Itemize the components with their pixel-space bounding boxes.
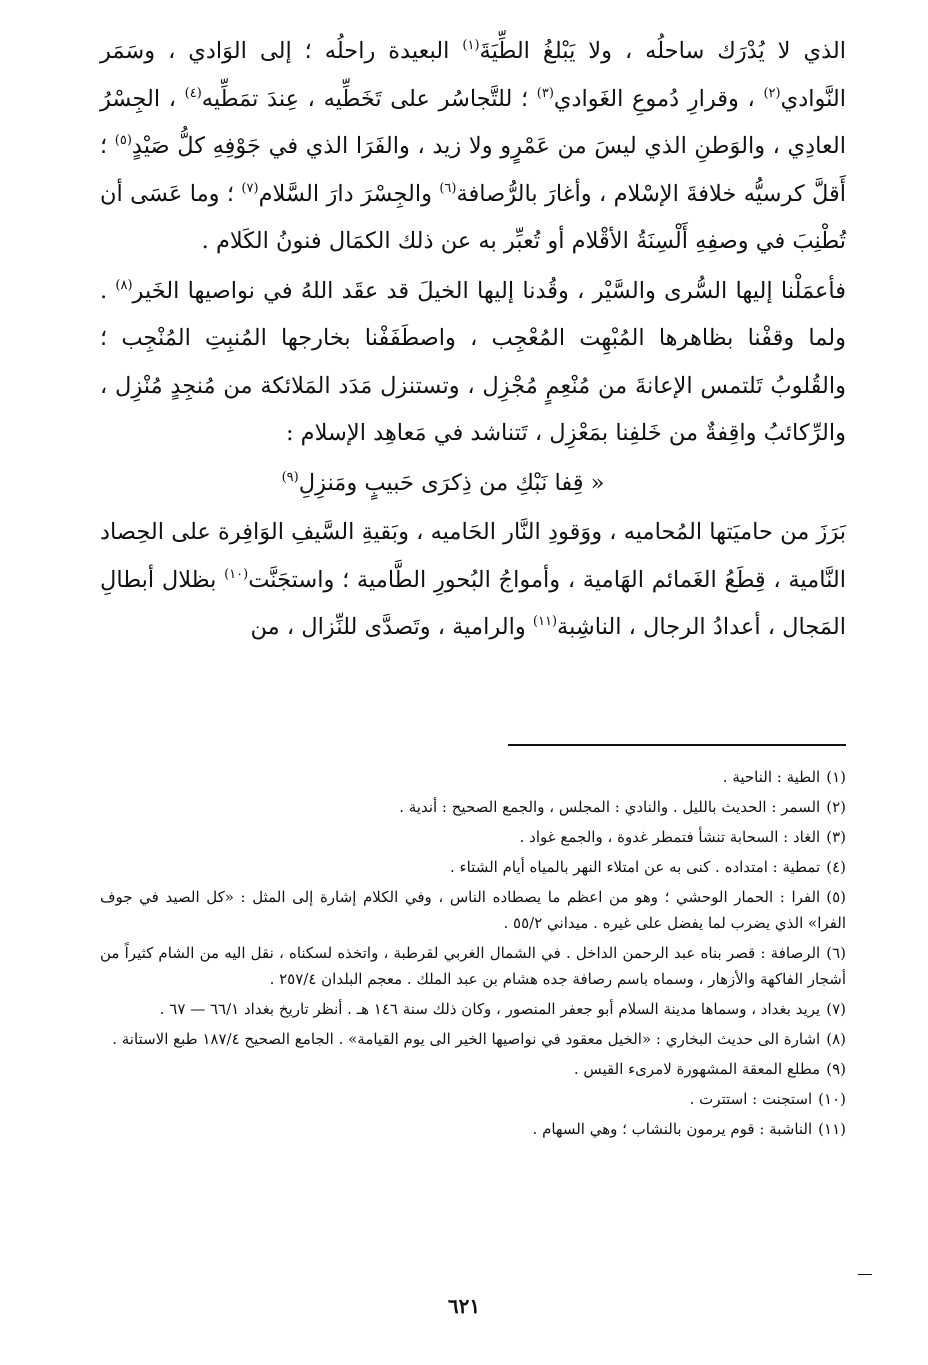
footnote: (١١)الناشبة : قوم يرمون بالنشاب ؛ وهي السهام . <box>532 1120 846 1138</box>
footnote-ref: (٢) <box>763 85 781 101</box>
page-number: ٦٢١ <box>447 1294 481 1318</box>
footnotes <box>100 764 846 1146</box>
footnote-ref: (٤) <box>184 85 202 101</box>
footnote-ref: (٨) <box>115 277 133 293</box>
footnote: (٤)تمطية : امتداده . كنى به عن امتلاء النهر بالمياه أيام الشتاء . <box>450 858 846 876</box>
footnote-ref: (٦) <box>439 180 457 196</box>
footnote-ref: (٥) <box>114 133 132 148</box>
footnote: (٣)الغاد : السحابة تنشأ فتمطر غدوة ، والجمع غواد . <box>519 828 846 846</box>
footnote: (٢)السمر : الحديث بالليل . والنادي : المجلس ، والجمع الصحيح : أندية . <box>399 798 846 816</box>
paragraph-1: الذي لا يُدْرَك ساحلُه ، ولا يَبْلغُ الطِّيَةَ$^{(١)}$ البعيدة راحلُه ؛ إلى الوَادي ، وسَمَر النَّوادي$^{(٢)}$ ، وقرارِ دُموعِ الغَوادي$^{(٣)}$ ؛ للتَّجاسُر على تَخَطِّيه ، عِندَ تمَطِّيه$^{(٤)}$ ، الجِسْرُ العادِي ، والوَطنِ الذي ليسَ من عَمْرٍو ولا زيد ، والفَرَا الذي في جَوْفِهِ كلُّ صَيْدٍ$^{(٥)}$ ؛ أَقلَّ كرسيُّه خلافةَ الإسْلام ، وأغارَ بالرُّصافة$^{(٦)}$ والجِسْرَ دارَ السَّلام$^{(٧)}$ ؛ وما عَسَى أن تُطْنِبَ في وصفِهِ أَلْسِنَةُ الأقْلام أو تُعبِّر به عن ذلك الكمَال فنونُ الكَلام . <box>100 38 847 254</box>
footnote: (٥)الفرا : الحمار الوحشي ؛ وهو من اعظم ما يصطاده الناس ، وفي الكلام إشارة إلى المثل : «كل الصيد في جوف الفرا» الذي يضرب لما يفضل على غيره . ميداني ٥٥/٢ . <box>100 888 846 932</box>
footnote-ref: (١٠) <box>224 566 249 582</box>
paragraph-3: بَرَزَ من حاميَتها المُحاميه ، ووَقودِ النَّار الحَاميه ، وبَقيةِ السَّيفِ الوَافِرة على الحِصاد النَّامية ، قِطَعُ الغَمائم الهَامية ، وأمواجُ البُحورِ الطَّامية ؛ واستجَنَّت$^{(١٠)}$ بظلال أبطالِ المَجال ، أعدادُ الرجال ، الناشِبة$^{(١١)}$ والرامية ، وتَصدَّى للنِّزال ، من <box>100 519 846 640</box>
footnote-ref: (٣) <box>536 85 554 101</box>
margin-mark <box>858 1274 872 1275</box>
footnote-ref: (١١) <box>532 614 558 629</box>
footnote: (٦)الرصافة : قصر بناه عبد الرحمن الداخل . في الشمال الغربي لقرطبة ، واتخذه لسكناه ، نقل اليه من الشام كثيراً من أشجار الفاكهة والأزهار ، وسماه باسم رصافة جده هشام بن عبد الملك . معجم البلدان ٢٥٧/٤ . <box>100 944 846 988</box>
footnote: (٩)مطلع المعقة المشهورة لامرىء القيس . <box>573 1060 846 1078</box>
footnote: (١)الطية : الناحية . <box>722 768 846 786</box>
verse-line: « قِفا نَبْكِ من ذِكرَى حَبيبٍ ومَنزِلِ$^{(٩)}$ <box>281 469 605 496</box>
footnote: (٨)اشارة الى حديث البخاري : «الخيل معقود في نواصيها الخير الى يوم القيامة» . الجامع الصحيح ١٨٧/٤ طبع الاستانة . <box>112 1030 846 1048</box>
footnote-ref: (٩) <box>281 469 299 485</box>
footnote: (٧)يريد بغداد ، وسماها مدينة السلام أبو جعفر المنصور ، وكان ذلك سنة ١٤٦ هـ . أنظر تاريخ بغداد ٦٦/١ — ٦٧ . <box>159 1000 846 1018</box>
footnote: (١٠)استجنت : استترت . <box>689 1090 846 1108</box>
footnote-divider <box>508 744 846 746</box>
main-text <box>100 28 846 652</box>
paragraph-2: فأعمَلْنا إليها السُّرى والسَّيْر ، وقُدنا إليها الخيلَ قد عقَد اللهُ في نواصيها الخَير$^{(٨)}$ . ولما وقفْنا بظاهرها المُبْهِت المُعْجِب ، واصطَفَفْنا بخارجها المُنبِتِ المُنْجِب ؛ والقُلوبُ تَلتمس الإعانةَ من مُنْعِمٍ مُجْزِل ، وتستنزل مَدَد المَلائكة من مُنجِدٍ مُنْزِل ، والرِّكائبُ واقِفةٌ من خَلفِنا بمَعْزِل ، تَتناشد في مَعاهِد الإسلام : <box>100 277 846 446</box>
footnote-ref: (٧) <box>241 180 259 196</box>
footnote-ref: (١) <box>462 38 480 53</box>
